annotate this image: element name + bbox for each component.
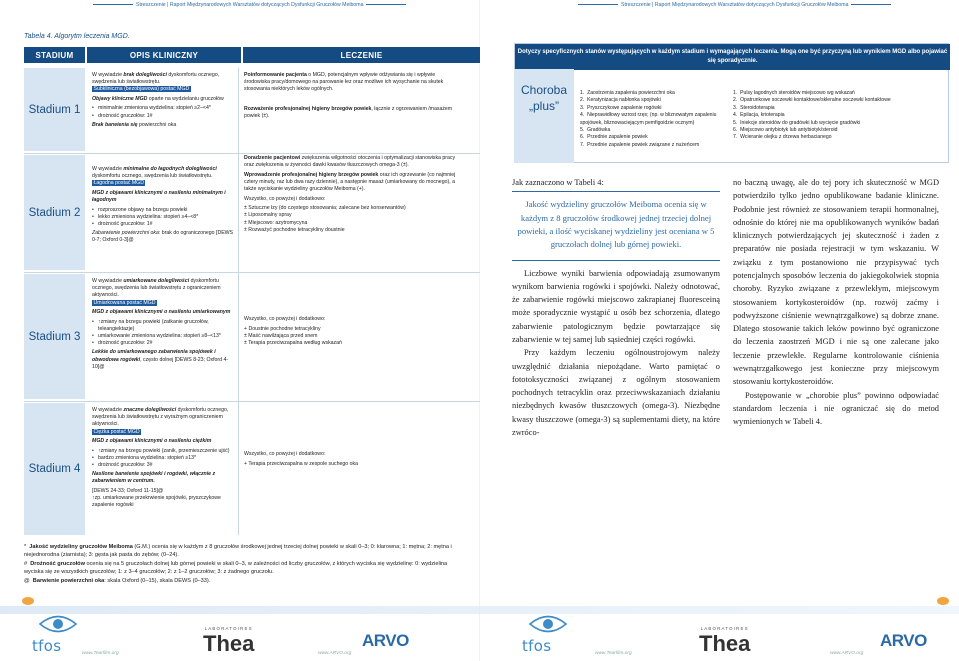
- stage-1-treatment: Poinformowanie pacjenta o MGD, potencjalnym wpływie odżywiania się i wpływie środowiska pracy/domowego na parowanie łez oraz możliwe ich wysychanie na skutek stosowania niektórych leków ogólnych. Rozważenie profesjonalnej higieny brzegów powiek, łącznie z ogrzewaniem /masażem powiek (±).: [244, 72, 453, 119]
- stage-4-label: Stadium 4: [24, 403, 85, 535]
- severity-tag: Umiarkowana postać MGD: [93, 299, 156, 306]
- stage-1-description: W wywiadzie brak dolegliwości dyskomfortu ocznego, swędzenia lub światłowstrętu. Subkliniczna (bezobjawowa) postać MGD Objawy kliniczne MGD oparte na wydzielaniu gruczołów • minimalnie zmieniona wydzielina: stopień ≥2–<4* • drożność gruczołów: 1# Brak barwienia się powierzchni oka: [92, 72, 234, 131]
- body-column-2: no baczną uwagę, ale do tej pory ich skuteczność w MGD potwierdziło tylko jedno opublikowane badanie kliniczne. Podobnie jest również ze stosowaniem terapii hormonalnej, odnośnie do której nie ma opublikowanych wyników badań klinicznych potwierdzających jej skuteczność i żaden z preparatów nie posiada rejestracji w tym wskazaniu. W związku z tym postanowiono nie przypisywać tych potencjalnych sposobów leczenia do jakiegokolwiek stopnia choroby. Ryzyko związane z przewlekłym, miejscowym stosowaniem kortykosteroidów (np. rozwój zaćmy i podwyższone ciśnienie wewnątrzgałkowe) są dobrze znane. Dlatego stosowanie takich leków powinno być ograniczone do leczenia zaostrzeń MGD i nie są one zalecane jako leczenie przewlekłe. Regularne kontrolowanie ciśnienia wewnątrzgałkowego jest konieczne przy miejscowym stosowaniu kortykosteroidów. Postępowanie w „chorobie plus” powinno odpowiadać standardom leczenia i nie ograniczać się do metod wymienionych w Tabeli 4.: [733, 178, 939, 427]
- stage-3-treatment: Wszystko, co powyżej i dodatkowo: + Doustnie pochodne tetracykliny ± Maść nawilżająca przed snem ± Terapia przeciwzapalna według wskazań: [244, 316, 342, 346]
- pull-quote: Jakość wydzieliny gruczołów Meiboma ocenia się w każdym z 8 gruczołów środkowej jednej trzeciej dolnej powieki, a ilość wyciskanej wydzieliny jest oceniana w 5 gruczołach dolnej lub górnej powieki.: [517, 199, 715, 250]
- thea-logo: LABORATOIRES Thea: [699, 626, 751, 656]
- running-header-left: Streszczenie | Raport Międzynarodowych Warsztatów dotyczących Dysfunkcji Gruczołów Meiboma: [90, 2, 409, 8]
- severity-tag: Łagodna postać MGD: [93, 180, 144, 187]
- col-header-leczenie: LECZENIE: [243, 47, 480, 63]
- severity-tag: Subkliniczna (bezobjawowa) postać MGD: [93, 86, 190, 93]
- arvo-logo: ARVO: [880, 631, 927, 650]
- tfos-eye-icon: [38, 611, 78, 637]
- footnote: * Jakość wydzieliny gruczołów Meiboma (G.M.) ocenia się w każdym z 8 gruczołów środkowej jednej trzeciej dolnej powieki w skali 0–3; 0: klarowna; 1: mętna; 2: mętna i niejednorodna (ziarnista); 3: gęsta jak pasta do zębów; (0–24).: [24, 544, 452, 559]
- stage-3-label: Stadium 3: [24, 274, 85, 399]
- page-gutter: [479, 0, 480, 661]
- footer-url: www.ARVO.org: [318, 651, 352, 656]
- row-separator: [24, 272, 480, 273]
- plus-table-header: Dotyczy specyficznych stanów występujących w każdym stadium i wymagających leczenia. Mogą one być przyczyną lub wynikiem MGD albo pojawiać się sporadycznie.: [515, 44, 950, 70]
- stage-2-treatment: Doradzenie pacjentowi zwiększenia wilgotności otoczenia i optymalizacji stanowiska pracy oraz zwiększenia w żywności dawki kwasów tłuszczowych omega-3 (±). Wprowadzenie profesjonalnej higieny brzegów powiek oraz ich ogrzewanie (co najmniej cztery minuty, raz lub dwa razy dziennie), a następnie masaż (umiarkowany do mocnego), a także wyciskanie wydzieliny gruczołów Meiboma (+). Wszystko, co powyżej i dodatkowo: ± Sztuczne łzy (do częstego stosowania; zalecane bez konserwantów) ± Liposomalny spray ± Miejscowo: azytromycyna ± Rozważyć pochodne tetracykliny doustnie: [244, 155, 456, 233]
- stage-2-label: Stadium 2: [24, 155, 85, 270]
- running-header-right: Streszczenie | Raport Międzynarodowych Warsztatów dotyczących Dysfunkcji Gruczołów Meiboma: [575, 2, 894, 8]
- col-header-stadium: STADIUM: [24, 47, 85, 63]
- intro-text: Jak zaznaczono w Tabeli 4:: [512, 178, 604, 187]
- body-column-1: Jak zaznaczono w Tabeli 4: Jakość wydzieliny gruczołów Meiboma ocenia się w każdym z 8 gruczołów środkowej jednej trzeciej dolnej powieki, a ilość wyciskanej wydzieliny jest oceniana w 5 gruczołach dolnej lub górnej powieki. Liczbowe wyniki barwienia odpowiadają zsumowanym wynikom barwienia rogówki i spojówki. Należy odnotować, że zabarwienie rogówki miejscowo zakrapianej fluoresceiną może sporadycznie wystąpić u osób bez schorzenia, dlatego zabarwienie patologicznym będzie powtarzające się zabarwienie w tej samej lub sąsiedniej części rogówki. Przy każdym leczeniu ogólnoustrojowym należy uwzględnić działania niepożądane. Warto pamiętać o fototoksyczności związanej z ogólnym stosowaniem pochodnych tetracyklin oraz przeciwwskazaniach działaniu niezbędnych kwasów tłuszczowych (omega-3). Niezbędne kwasy tłuszczowe (omega-3) są suplementami diety, na które zwróco-: [512, 178, 720, 437]
- row-separator: [24, 401, 480, 402]
- stage-1-label: Stadium 1: [24, 68, 85, 151]
- stage-2-description: W wywiadzie minimalne do łagodnych dolegliwości dyskomfortu ocznego, swędzenia lub światłowstrętu. Łagodna postać MGD MGD z objawami klinicznymi o nasileniu minimalnym i łagodnym • rozproszone objawy na brzegu powieki • lekko zmieniona wydzielina: stopień ≥4–<8* • drożność gruczołów: 1# Zabarwienie powierzchni oka: brak do ograniczonego [DEWS 0-7; Oxford 0-3]@: [92, 166, 234, 247]
- column-separator: [238, 68, 239, 535]
- footer-url: www.Tearfilm.org: [82, 651, 119, 656]
- quote-rule: [512, 191, 720, 192]
- tfos-logo: tfos: [522, 611, 568, 655]
- col-header-opis: OPIS KLINICZNY: [87, 47, 241, 63]
- tfos-eye-icon: [528, 611, 568, 637]
- plus-treatments-list: 1. Pulsy łagodnych steroidów miejscowo wg wskazań 2. Opatrunkowe soczewki kontaktowe/skleralne soczewki kontaktowe 3. Steroidoterapia 4. Epilacja, krioterapia 5. Iniekcje steroidów do gradówki lub wycięcie gradówki 6. Miejscowo antybiotyk lub antybiotyk/steroid 7. Wcieranie olejku z drzewa herbacianego: [733, 90, 891, 141]
- page-marker-right: [937, 597, 949, 605]
- footnote: @ Barwienie powierzchni oka: skala Oxford (0–15), skala DEWS (0–33).: [24, 577, 211, 584]
- table-footnotes: [24, 543, 464, 585]
- plus-conditions-list: 1. Zaostrzenia zapalenia powierzchni oka 2. Keratynizacja nabłonka spojówki 3. Pryszczykowe zapalenie rogówki 4. Nieprawidłowy wzrost rzęs; (np. w bliznowatym zapaleniu spojówek, bliznowaciejącym pemfigoidzie ocznym) 5. Gradówka 6. Przednie zapalenie powiek 7. Przednie zapalenie powiek związane z nużeńcem: [580, 90, 717, 148]
- plus-disease-label: Choroba „plus”: [514, 69, 574, 163]
- tfos-logo: tfos: [32, 611, 78, 655]
- thea-logo: LABORATOIRES Thea: [203, 626, 255, 656]
- page-marker-left: [22, 597, 34, 605]
- table-caption: Tabela 4. Algorytm leczenia MGD.: [24, 33, 130, 40]
- arvo-logo: ARVO: [362, 631, 409, 650]
- stage-4-description: W wywiadzie znaczne dolegliwości dyskomfortu ocznego, swędzenia lub światłowstrętu z wyraźnym ograniczeniem aktywności. Ciężka postać MGD MGD z objawami klinicznymi o nasileniu ciężkim • ↑zmiany na brzegu powieki (zanik, przemieszczenie ujść) • bardzo zmieniona wydzielina: stopień ≥13* • drożność gruczołów: 3# Nasilone barwienie spojówki i rogówki, włącznie z zabarwieniem w centrum. [DEWS 24-33; Oxford 11-15]@ ↑zp. umiarkowane przekrwienie spojówki, pryszczykowe zapalenie rogówki: [92, 407, 234, 512]
- stage-3-description: W wywiadzie umiarkowane dolegliwości dyskomfortu ocznego, swędzenia lub światłowstrętu z ograniczeniem aktywności. Umiarkowana postać MGD MGD z objawami klinicznymi o nasileniu umiarkowanym • ↑zmiany na brzegu powieki (zatkanie gruczołów, teleangiektazje) • umiarkowanie zmieniona wydzielina: stopień ≥8–<13* • drożność gruczołów: 2# Lekkie do umiarkowanego zabarwienia spojówek i obwodowa rogówki, często dolnej [DEWS 8-23; Oxford 4-10]@: [92, 278, 234, 373]
- footer-url: www.ARVO.org: [830, 651, 864, 656]
- footer-wave: [0, 606, 959, 614]
- quote-rule: [512, 260, 720, 261]
- stage-4-treatment: Wszystko, co powyżej i dodatkowo: + Terapia przeciwzapalna w zespole suchego oka: [244, 451, 358, 467]
- footer-url: www.Tearfilm.org: [595, 651, 632, 656]
- footnote: # Drożność gruczołów ocenia się na 5 gruczołach dolnej lub górnej powieki w skali 0–3, w zależności od liczby gruczołów, z których wyciska się wydzielinę: 0: wydzielina wyciska się ze wszystkich gruczołów; 1: z 3–4 gruczołów; 2: z 1–2 gruczołów; 3: z żadnego gruczołu.: [24, 560, 448, 576]
- row-separator: [24, 153, 480, 154]
- severity-tag: Ciężka postać MGD: [93, 428, 140, 435]
